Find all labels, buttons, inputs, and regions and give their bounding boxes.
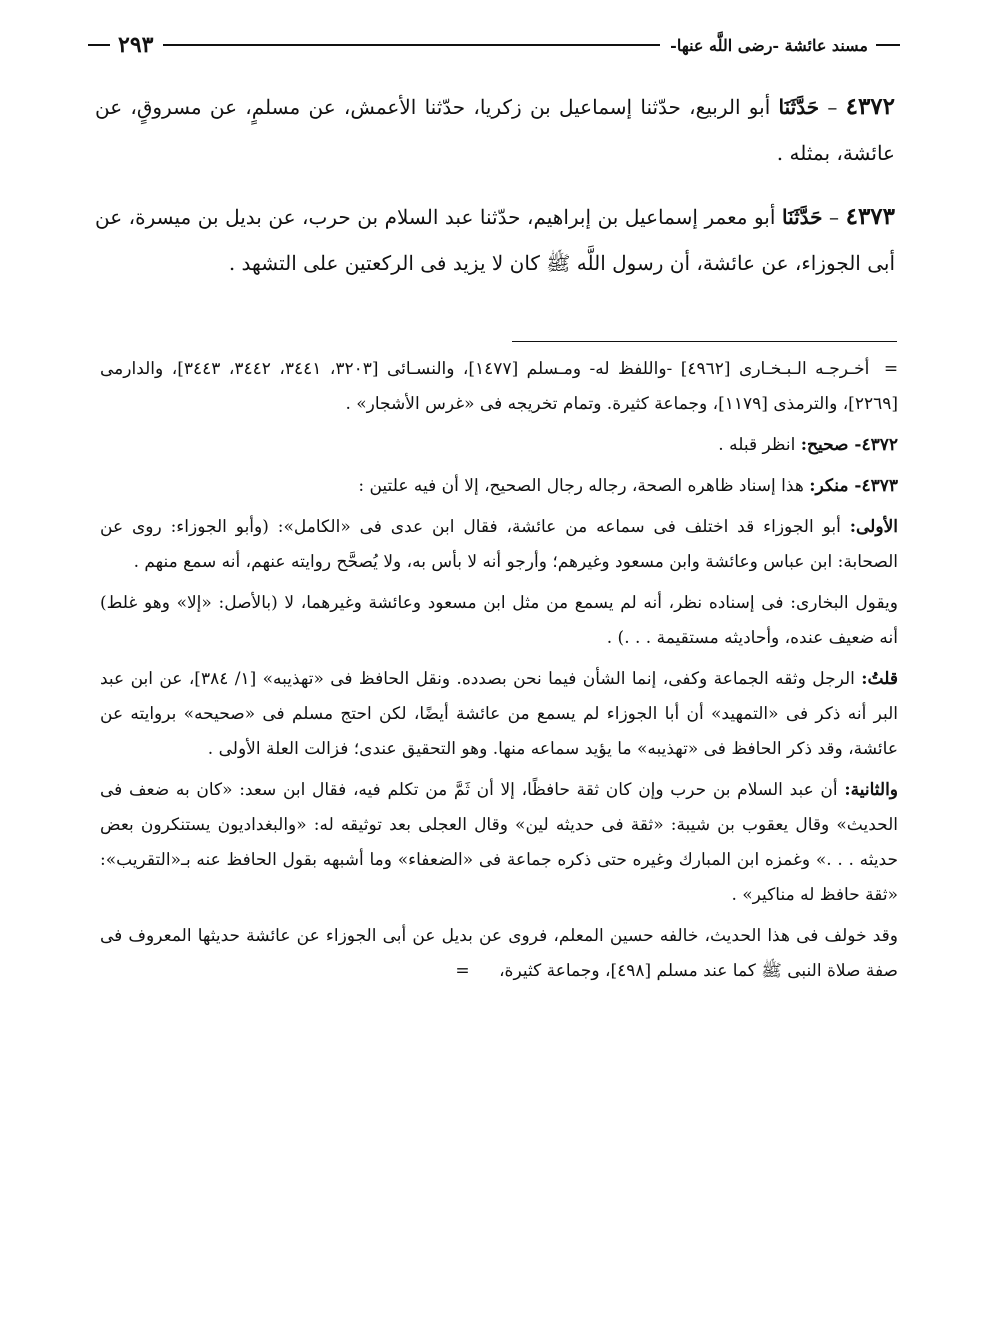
bukhari-text: ويقول البخارى: فى إسناده نظر، أنه لم يسمع من مثل ابن مسعود وعائشة وغيرهما، لا (بالأصل: «إلا» وهو غلط) أنه ضعيف عنده، وأحاديثه مستقيمة . . .) . [100, 593, 898, 648]
header-dash-left [88, 44, 110, 46]
first-defect-paragraph [100, 510, 898, 580]
continuation-mark: = [883, 359, 899, 379]
note-4373 [100, 469, 898, 504]
last-text: وقد خولف فى هذا الحديث، خالفه حسين المعلم، فروى عن بديل عن أبى الجوزاء عن عائشة حديثها المعروف فى صفة صلاة النبى ﷺ كما عند مسلم [٤٩٨]، وجماعة كثيرة، [100, 926, 898, 981]
second-defect-paragraph [100, 773, 898, 913]
hadith-number: ٤٣٧٢ [845, 93, 896, 120]
continuation-mark-end: = [455, 961, 470, 981]
last-paragraph [100, 919, 898, 989]
note-4372 [100, 428, 898, 463]
note-text: هذا إسناد ظاهره الصحة، رجاله رجال الصحيح، إلا أن فيه علتين : [358, 476, 804, 496]
haddathana-word: حَدَّثَنَا [781, 205, 823, 229]
footnote-divider [512, 341, 897, 342]
second-text: أن عبد السلام بن حرب وإن كان ثقة حافظًا، إلا أن ثَمَّ من تكلم فيه، فقال ابن سعد: «كان به ضعف فى الحديث» وقال يعقوب بن شيبة: «ثقة فى حديثه لين» وقال العجلى بعد توثيقه له: «والبغداديون يستنكرون بعض حديثه . . .» وغمزه ابن المبارك وغيره حتى ذكره جماعة فى «الضعفاء» وما أشبهه بقول الحافظ عنه بـ«التقريب»: «ثقة حافظ له مناكير» . [100, 780, 898, 905]
header-rule [163, 44, 660, 46]
first-text: أبو الجوزاء قد اختلف فى سماعه من عائشة، فقال ابن عدى فى «الكامل»: (وأبو الجوزاء: روى عن الصحابة: ابن عباس وعائشة وابن مسعود وغيرهم؛ وأرجو أنه لا بأس به، ولا يُصحَّح روايته عنهم، أنه سمع منهم . [100, 517, 898, 572]
second-label: والثانية: [844, 780, 899, 800]
page-number: ٢٩٣ [118, 32, 154, 58]
hadith-body: أبو الربيع، حدّثنا إسماعيل بن زكريا، حدّثنا الأعمش، عن مسلمٍ، عن مسروقٍ، عن عائشة، بمثله . [95, 95, 895, 165]
haddathana-word: حَدَّثَنَا [778, 95, 820, 119]
takhrij-text: أخـرجـه الـبـخـارى [٤٩٦٢] -واللفظ له- ومـسلم [١٤٧٧]، والنسـائى [٣٢٠٣، ٣٤٤١، ٣٤٤٢، ٣٤٤٣]، والدارمى [٢٢٦٩]، والترمذى [١١٧٩]، وجماعة كثيرة. وتمام تخريجه فى «غرس الأشجار» . [100, 359, 898, 414]
running-title: مسند عائشة -رضى اللَّه عنها- [670, 35, 868, 55]
note-label: ٤٣٧٢- صحيح: [800, 435, 898, 455]
hadith-text-section [95, 84, 895, 304]
page-header [88, 28, 900, 62]
bukhari-paragraph [100, 586, 898, 656]
note-label: ٤٣٧٣- منكر: [809, 476, 898, 496]
takhrij-note [100, 352, 898, 422]
qultu-text: الرجل وثقه الجماعة وكفى، إنما الشأن فيما نحن بصدده. ونقل الحافظ فى «تهذيبه» [١/ ٣٨٤]، عن ابن عبد البر أنه ذكر فى «التمهيد» أن أبا الجوزاء لم يسمع من عائشة أيضًا، لكن احتج مسلم فى «صحيحه» بروايته عن عائشة، وقد ذكر الحافظ فى «تهذيبه» ما يؤيد سماعه منها. وهو التحقيق عندى؛ فزالت العلة الأولى . [100, 669, 898, 759]
qultu-paragraph [100, 662, 898, 767]
hadith-4373: ٤٣٧٣ – حَدَّثَنَا أبو معمر إسماعيل بن إبراهيم، حدّثنا عبد السلام بن حرب، عن بديل بن ميسرة، عن أبى الجوزاء، عن عائشة، أن رسول اللَّه ﷺ كان لا يزيد فى الركعتين على التشهد . [95, 203, 896, 275]
commentary-section [100, 352, 898, 995]
note-text: انظر قبله . [718, 435, 796, 455]
first-label: الأولى: [849, 517, 898, 537]
qultu-label: قلتُ: [861, 669, 898, 689]
hadith-body: أبو معمر إسماعيل بن إبراهيم، حدّثنا عبد السلام بن حرب، عن بديل بن ميسرة، عن أبى الجوزاء، عن عائشة، أن رسول اللَّه ﷺ كان لا يزيد فى الركعتين على التشهد . [95, 205, 895, 275]
hadith-number: ٤٣٧٣ [845, 203, 896, 230]
header-dash-right [876, 44, 900, 46]
hadith-4372: ٤٣٧٢ – حَدَّثَنَا أبو الربيع، حدّثنا إسماعيل بن زكريا، حدّثنا الأعمش، عن مسلمٍ، عن مسروقٍ، عن عائشة، بمثله . [95, 93, 896, 165]
